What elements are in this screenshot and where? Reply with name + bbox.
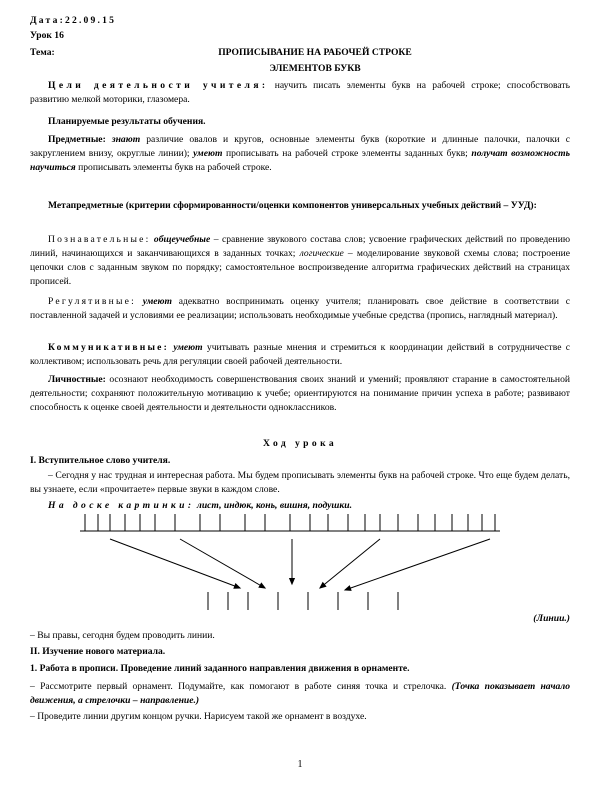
cognitive-text-2: – моделирование звуковой схемы слова; построение цепочки слов с заданным звуком по порядку; самостоятельное воспроизведение алгоритма графических действий на страницах прописей. <box>30 248 570 287</box>
diagram-arrow-5-head <box>345 586 351 590</box>
topic-label: Тема: <box>30 47 55 58</box>
cognitive-label: Познавательные: <box>48 234 151 245</box>
section2-text2: – Проведите линии другим концом ручки. Нарисуем такой же орнамент в воздухе. <box>30 711 367 722</box>
section2-text1-note: (Точка показывает начало движения, а стрелочки – направление.) <box>30 681 571 706</box>
section1-text: – Сегодня у нас трудная и интересная работа. Мы будем прописывать элементы букв на рабочей строке. Что еще будем делать, вы узнаете, если «прочитаете» первые звуки в каждом слове. <box>30 470 570 495</box>
subject-can: умеют <box>193 148 223 159</box>
diagram-arrow-1-head <box>234 584 240 588</box>
answer-text: – Вы правы, сегодня будем проводить линии. <box>30 630 215 641</box>
diagram-arrow-2-head <box>259 583 265 588</box>
meta-label: Метапредметные <box>48 200 124 211</box>
board-label: На доске картинки: <box>48 500 195 511</box>
personal-label: Личностные: <box>48 374 106 385</box>
regulative-label: Регулятивные: <box>48 296 136 307</box>
meta-text: (критерии сформированности/оценки компонентов универсальных учебных действий – УУД): <box>123 200 537 211</box>
topic-title-line2: ЭЛЕМЕНТОВ БУКВ <box>269 63 361 74</box>
communicative-can: умеют <box>173 342 203 353</box>
cognitive-results <box>30 233 570 289</box>
subject-text-2: прописывать на рабочей строке элементы заданных букв; <box>222 148 472 159</box>
course-heading: Ход урока <box>262 438 338 449</box>
meta-results <box>30 199 570 213</box>
section1-title: I. Вступительное слово учителя. <box>30 455 171 466</box>
subject-results <box>30 133 570 175</box>
communicative-results <box>30 341 570 369</box>
board-items: лист, индюк, конь, вишня, подушки. <box>194 500 352 511</box>
section2-title: II. Изучение нового материала. <box>30 646 166 657</box>
lesson-date: Дата:22.09.15 <box>30 15 117 26</box>
section2-text1 <box>30 680 570 708</box>
diagram-arrow-5 <box>345 539 490 590</box>
goals-label: Цели деятельности учителя: <box>48 80 269 91</box>
board-line <box>30 499 570 513</box>
teacher-goals <box>30 79 570 107</box>
planned-results-heading: Планируемые результаты обучения. <box>48 116 206 127</box>
personal-results <box>30 373 570 415</box>
diagram-arrow-3-head <box>290 578 295 584</box>
cognitive-text-1: – сравнение звукового состава слов; усвоение графических действий по проведению линий, начинающихся и заканчивающихся в заданных точках; <box>30 234 570 259</box>
regulative-can: умеют <box>142 296 173 307</box>
communicative-text: учитывать разные мнения и стремиться к координации действий в сотрудничестве с коллективом; использовать речь для регуляции своей рабочей деятельности. <box>30 342 570 367</box>
subject-label: Предметные: <box>48 134 106 145</box>
goals-text: научить писать элементы букв на рабочей строке; способствовать развитию мелкой моторики, глазомера. <box>30 80 570 105</box>
subject-chance: получат возможность научиться <box>30 148 571 173</box>
topic-title-line1: ПРОПИСЫВАНИЕ НА РАБОЧЕЙ СТРОКЕ <box>218 47 412 58</box>
communicative-label: Коммуникативные: <box>48 342 170 353</box>
subject-text-3: прописывать элементы букв на рабочей строке. <box>75 162 272 173</box>
section2-text1-main: – Рассмотрите первый орнамент. Подумайте, как помогают в работе синяя точка и стрелочка. <box>30 681 452 692</box>
diagram-arrow-2 <box>180 539 265 588</box>
cognitive-logical: логические <box>299 248 344 259</box>
cognitive-general: общеучебные <box>153 234 211 245</box>
page-number: 1 <box>297 759 303 770</box>
subject-text-1: различие овалов и кругов, основные элементы букв (короткие и длинные палочки, палочки с закруглением внизу, округлые линии); <box>30 134 570 159</box>
lesson-number: Урок 16 <box>30 30 64 41</box>
section2-sub1: 1. Работа в прописи. Проведение линий заданного направления движения в орнаменте. <box>30 663 410 674</box>
regulative-text: адекватно воспринимать оценку учителя; планировать свое действие в соответствии с поставленной задачей и условиями ее реализации; использовать необходимые учебные средства (пропись, наглядный материал). <box>30 296 570 321</box>
lines-note: (Линии.) <box>533 613 570 624</box>
stroke-diagram <box>80 514 530 614</box>
personal-text: осознают необходимость совершенствования своих знаний и умений; проявляют старание в самостоятельной деятельности; сохраняют положительную мотивацию к учебе; ориентируются на понимание причин успеха в работе; развивают способность к оценке своей деятельности и деятельности одноклассников. <box>30 374 570 413</box>
regulative-results <box>30 295 570 323</box>
subject-know: знают <box>111 134 141 145</box>
diagram-arrow-1 <box>110 539 240 588</box>
